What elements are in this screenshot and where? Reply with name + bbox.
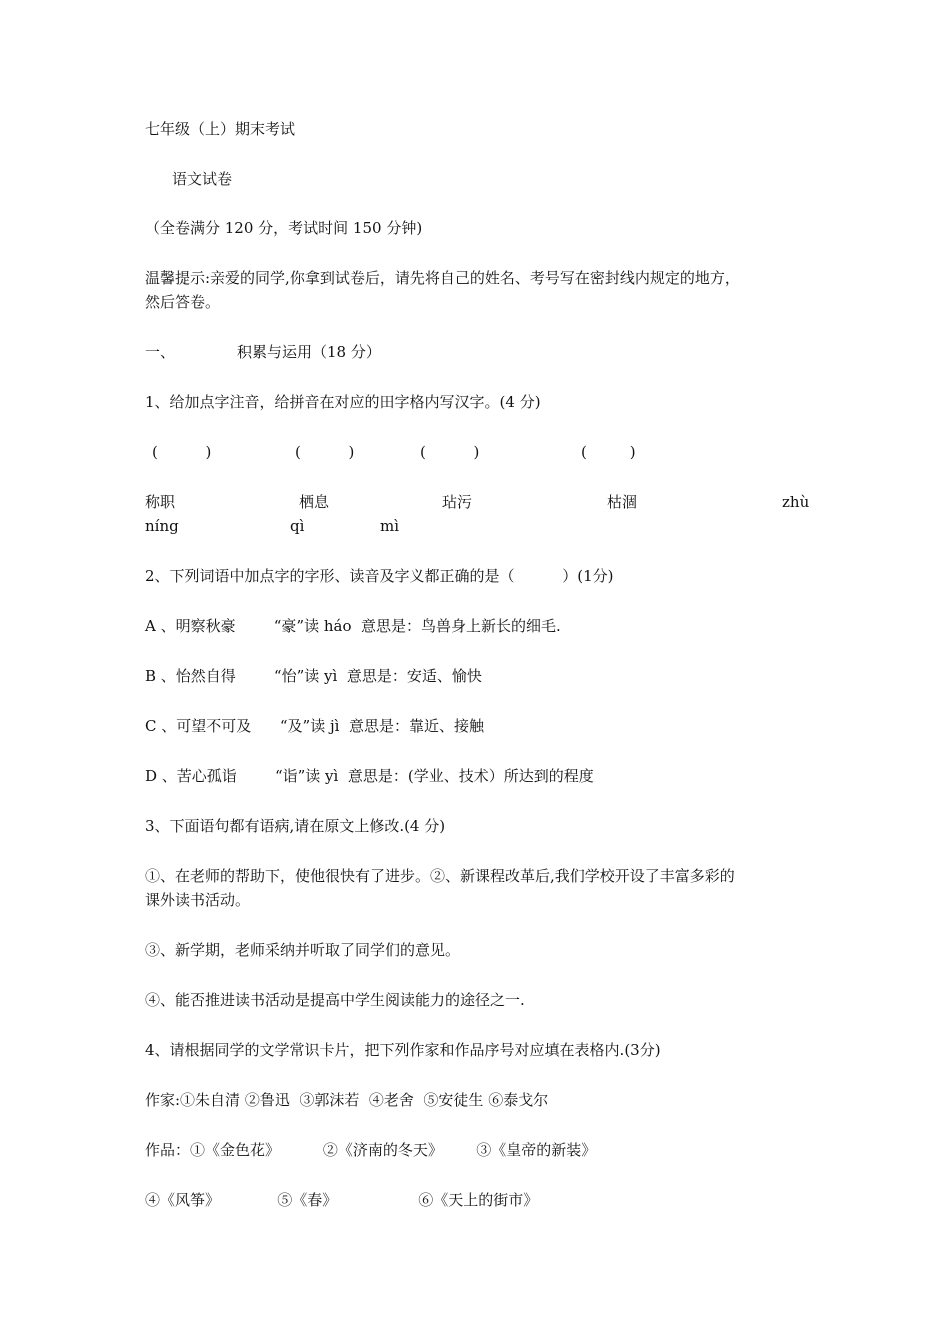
- tip-line-2: 然后答卷。: [145, 293, 221, 311]
- q1-blank-1: ( ): [152, 443, 212, 461]
- section-title: 积累与运用（18 分）: [237, 343, 381, 361]
- q1-word-4: 枯涸: [607, 493, 638, 511]
- q4-works-1: 作品：①《金色花》 ②《济南的冬天》 ③《皇帝的新装》: [145, 1141, 597, 1159]
- q1-prompt: 1、给加点字注音，给拼音在对应的田字格内写汉字。(4 分): [145, 393, 541, 411]
- q1-blank-4: ( ): [581, 443, 636, 461]
- q1-blank-2: ( ): [295, 443, 355, 461]
- q3-sentence-1: ①、在老师的帮助下，使他很快有了进步。②、新课程改革后,我们学校开设了丰富多彩的: [145, 867, 735, 885]
- q1-word-3: 玷污: [442, 493, 473, 511]
- q1-pinyin-3: mì: [380, 517, 400, 535]
- exam-title: 七年级（上）期末考试: [145, 120, 296, 138]
- q2-option-b: B 、怡然自得 “怡”读 yì 意思是：安适、愉快: [145, 667, 482, 685]
- q1-pinyin-zhu: zhù: [782, 493, 810, 511]
- tip-line-1: 温馨提示:亲爱的同学,你拿到试卷后，请先将自己的姓名、考号写在密封线内规定的地方，: [145, 269, 740, 287]
- q3-sentence-4: ④、能否推进读书活动是提高中学生阅读能力的途径之一.: [145, 991, 525, 1009]
- q1-blank-3: ( ): [420, 443, 480, 461]
- q2-prompt: 2、下列词语中加点字的字形、读音及字义都正确的是（ ）(1分): [145, 567, 614, 585]
- q4-works-2: ④《风筝》 ⑤《春》 ⑥《天上的街市》: [145, 1191, 539, 1209]
- q1-pinyin-1: níng: [145, 517, 179, 535]
- q2-option-d: D 、苦心孤诣 “诣”读 yì 意思是：(学业、技术）所达到的程度: [145, 767, 594, 785]
- q1-word-1: 称职: [145, 493, 176, 511]
- q3-prompt: 3、下面语句都有语病,请在原文上修改.(4 分): [145, 817, 446, 835]
- section-number: 一、: [145, 343, 176, 361]
- exam-subtitle: 语文试卷: [172, 170, 233, 188]
- q2-option-a: A 、明察秋豪 “豪”读 háo 意思是：鸟兽身上新长的细毛.: [145, 617, 561, 635]
- exam-info: （全卷满分 120 分，考试时间 150 分钟): [145, 219, 423, 237]
- q1-pinyin-2: qì: [290, 517, 305, 535]
- q2-option-c: C 、可望不可及 “及”读 jì 意思是：靠近、接触: [145, 717, 484, 735]
- q4-authors: 作家:①朱自清 ②鲁迅 ③郭沫若 ④老舍 ⑤安徒生 ⑥泰戈尔: [145, 1091, 549, 1109]
- q1-word-2: 栖息: [299, 493, 330, 511]
- q4-prompt: 4、请根据同学的文学常识卡片，把下列作家和作品序号对应填在表格内.(3分): [145, 1041, 661, 1059]
- q3-sentence-3: ③、新学期，老师采纳并听取了同学们的意见。: [145, 941, 461, 959]
- q3-sentence-1-cont: 课外读书活动。: [145, 891, 251, 909]
